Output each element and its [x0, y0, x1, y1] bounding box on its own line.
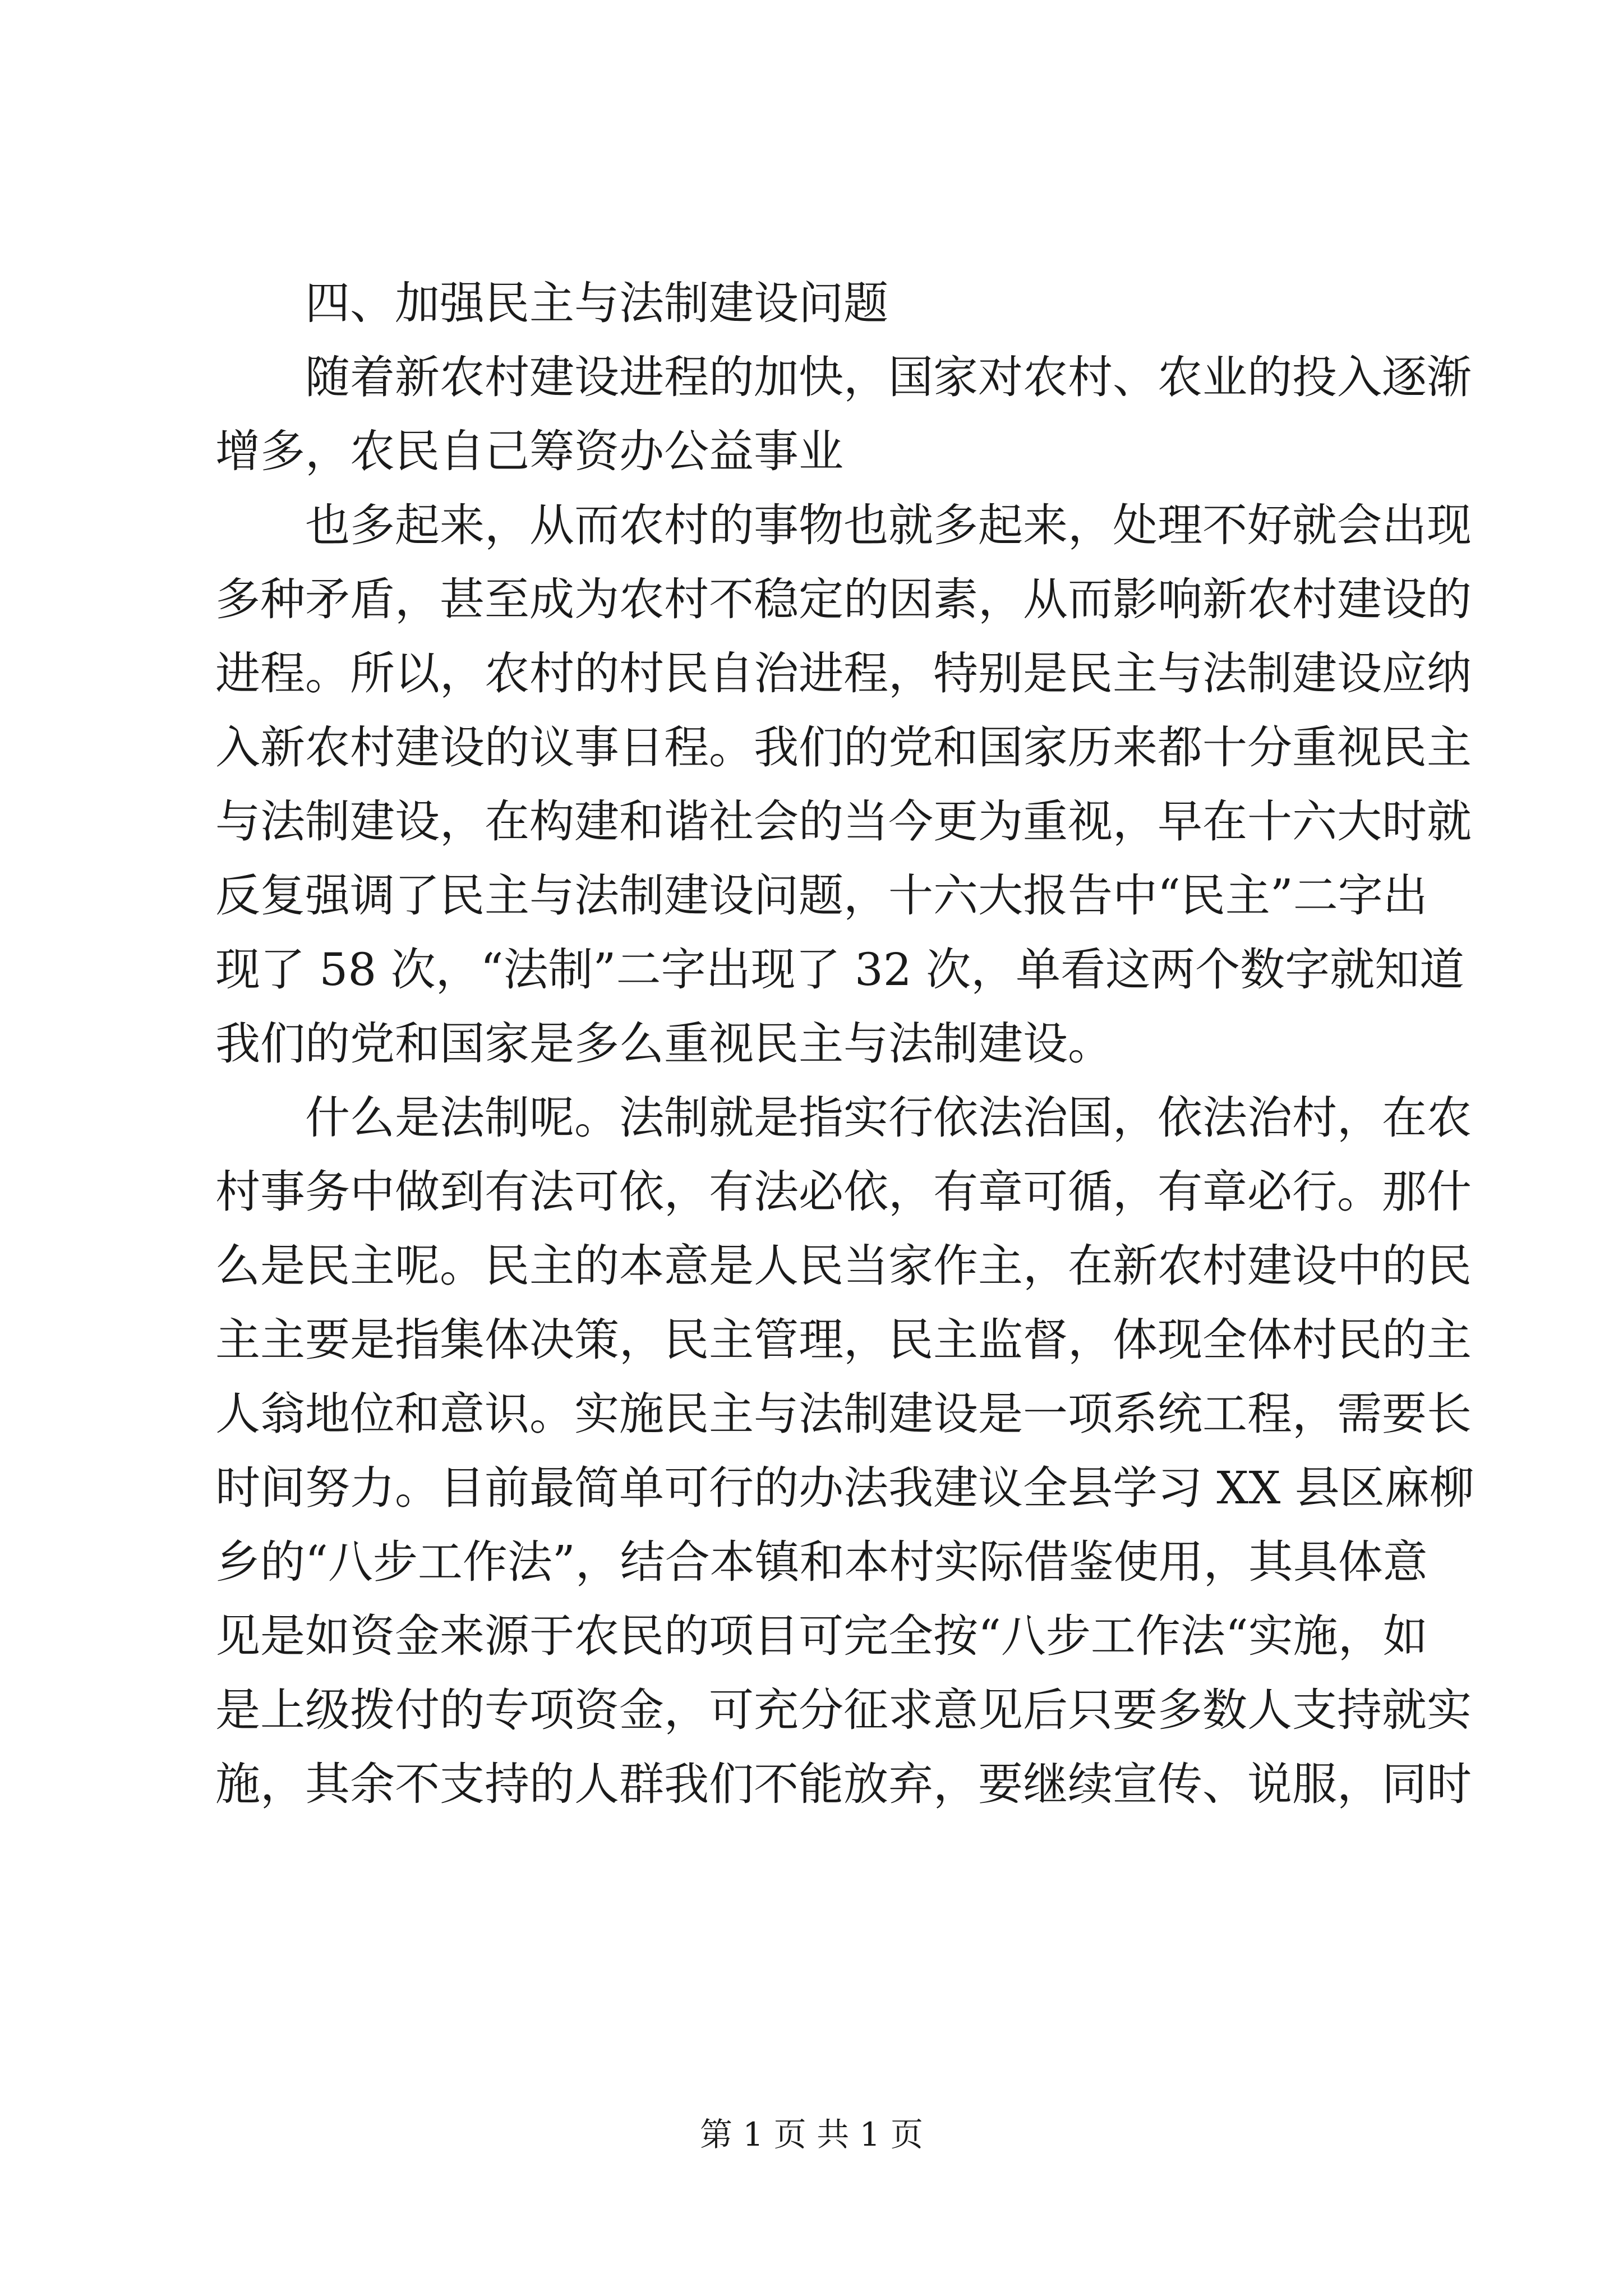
section-heading: 四、加强民主与法制建设问题 — [305, 277, 888, 329]
paragraph-2 — [215, 489, 1472, 1081]
paragraph-3 — [215, 1081, 1474, 1821]
paragraph-line: 反复强调了民主与法制建设问题，十六大报告中“民主”二字出 — [215, 869, 1428, 922]
page-footer: 第 1 页 共 1 页 — [700, 2115, 923, 2154]
paragraph-line: 施，其余不支持的人群我们不能放弃，要继续宣传、说服，同时 — [215, 1758, 1472, 1810]
paragraph-line: 也多起来，从而农村的事物也就多起来，处理不好就会出现 — [305, 499, 1472, 551]
paragraph-line: 人翁地位和意识。实施民主与法制建设是一项系统工程，需要长 — [215, 1388, 1472, 1440]
paragraph-line: 进程。所以，农村的村民自治进程，特别是民主与法制建设应纳 — [215, 647, 1472, 700]
paragraph-line: 时间努力。目前最简单可行的办法我建议全县学习 XX 县区麻柳 — [215, 1462, 1474, 1514]
paragraph-1 — [215, 341, 1472, 489]
paragraph-line: 我们的党和国家是多么重视民主与法制建设。 — [215, 1018, 1113, 1070]
paragraph-line: 增多，农民自己筹资办公益事业 — [215, 425, 843, 477]
paragraph-line: 与法制建设，在构建和谐社会的当今更为重视，早在十六大时就 — [215, 795, 1472, 848]
paragraph-line: 现了 58 次，“法制”二字出现了 32 次，单看这两个数字就知道 — [215, 944, 1465, 996]
paragraph-line: 见是如资金来源于农民的项目可完全按“八步工作法“实施，如 — [215, 1610, 1428, 1662]
paragraph-line: 乡的“八步工作法”，结合本镇和本村实际借鉴使用，其具体意 — [215, 1536, 1428, 1588]
document-body — [215, 266, 1474, 1821]
paragraph-line: 多种矛盾，甚至成为农村不稳定的因素，从而影响新农村建设的 — [215, 573, 1472, 625]
paragraph-line: 村事务中做到有法可依，有法必依，有章可循，有章必行。那什 — [215, 1166, 1472, 1218]
paragraph-line: 随着新农村建设进程的加快，国家对农村、农业的投入逐渐 — [305, 351, 1472, 403]
paragraph-line: 是上级拨付的专项资金，可充分征求意见后只要多数人支持就实 — [215, 1684, 1472, 1736]
paragraph-line: 什么是法制呢。法制就是指实行依法治国，依法治村，在农 — [305, 1092, 1472, 1144]
paragraph-line: 主主要是指集体决策，民主管理，民主监督，体现全体村民的主 — [215, 1314, 1472, 1366]
paragraph-line: 入新农村建设的议事日程。我们的党和国家历来都十分重视民主 — [215, 721, 1472, 774]
paragraph-line: 么是民主呢。民主的本意是人民当家作主，在新农村建设中的民 — [215, 1240, 1472, 1292]
